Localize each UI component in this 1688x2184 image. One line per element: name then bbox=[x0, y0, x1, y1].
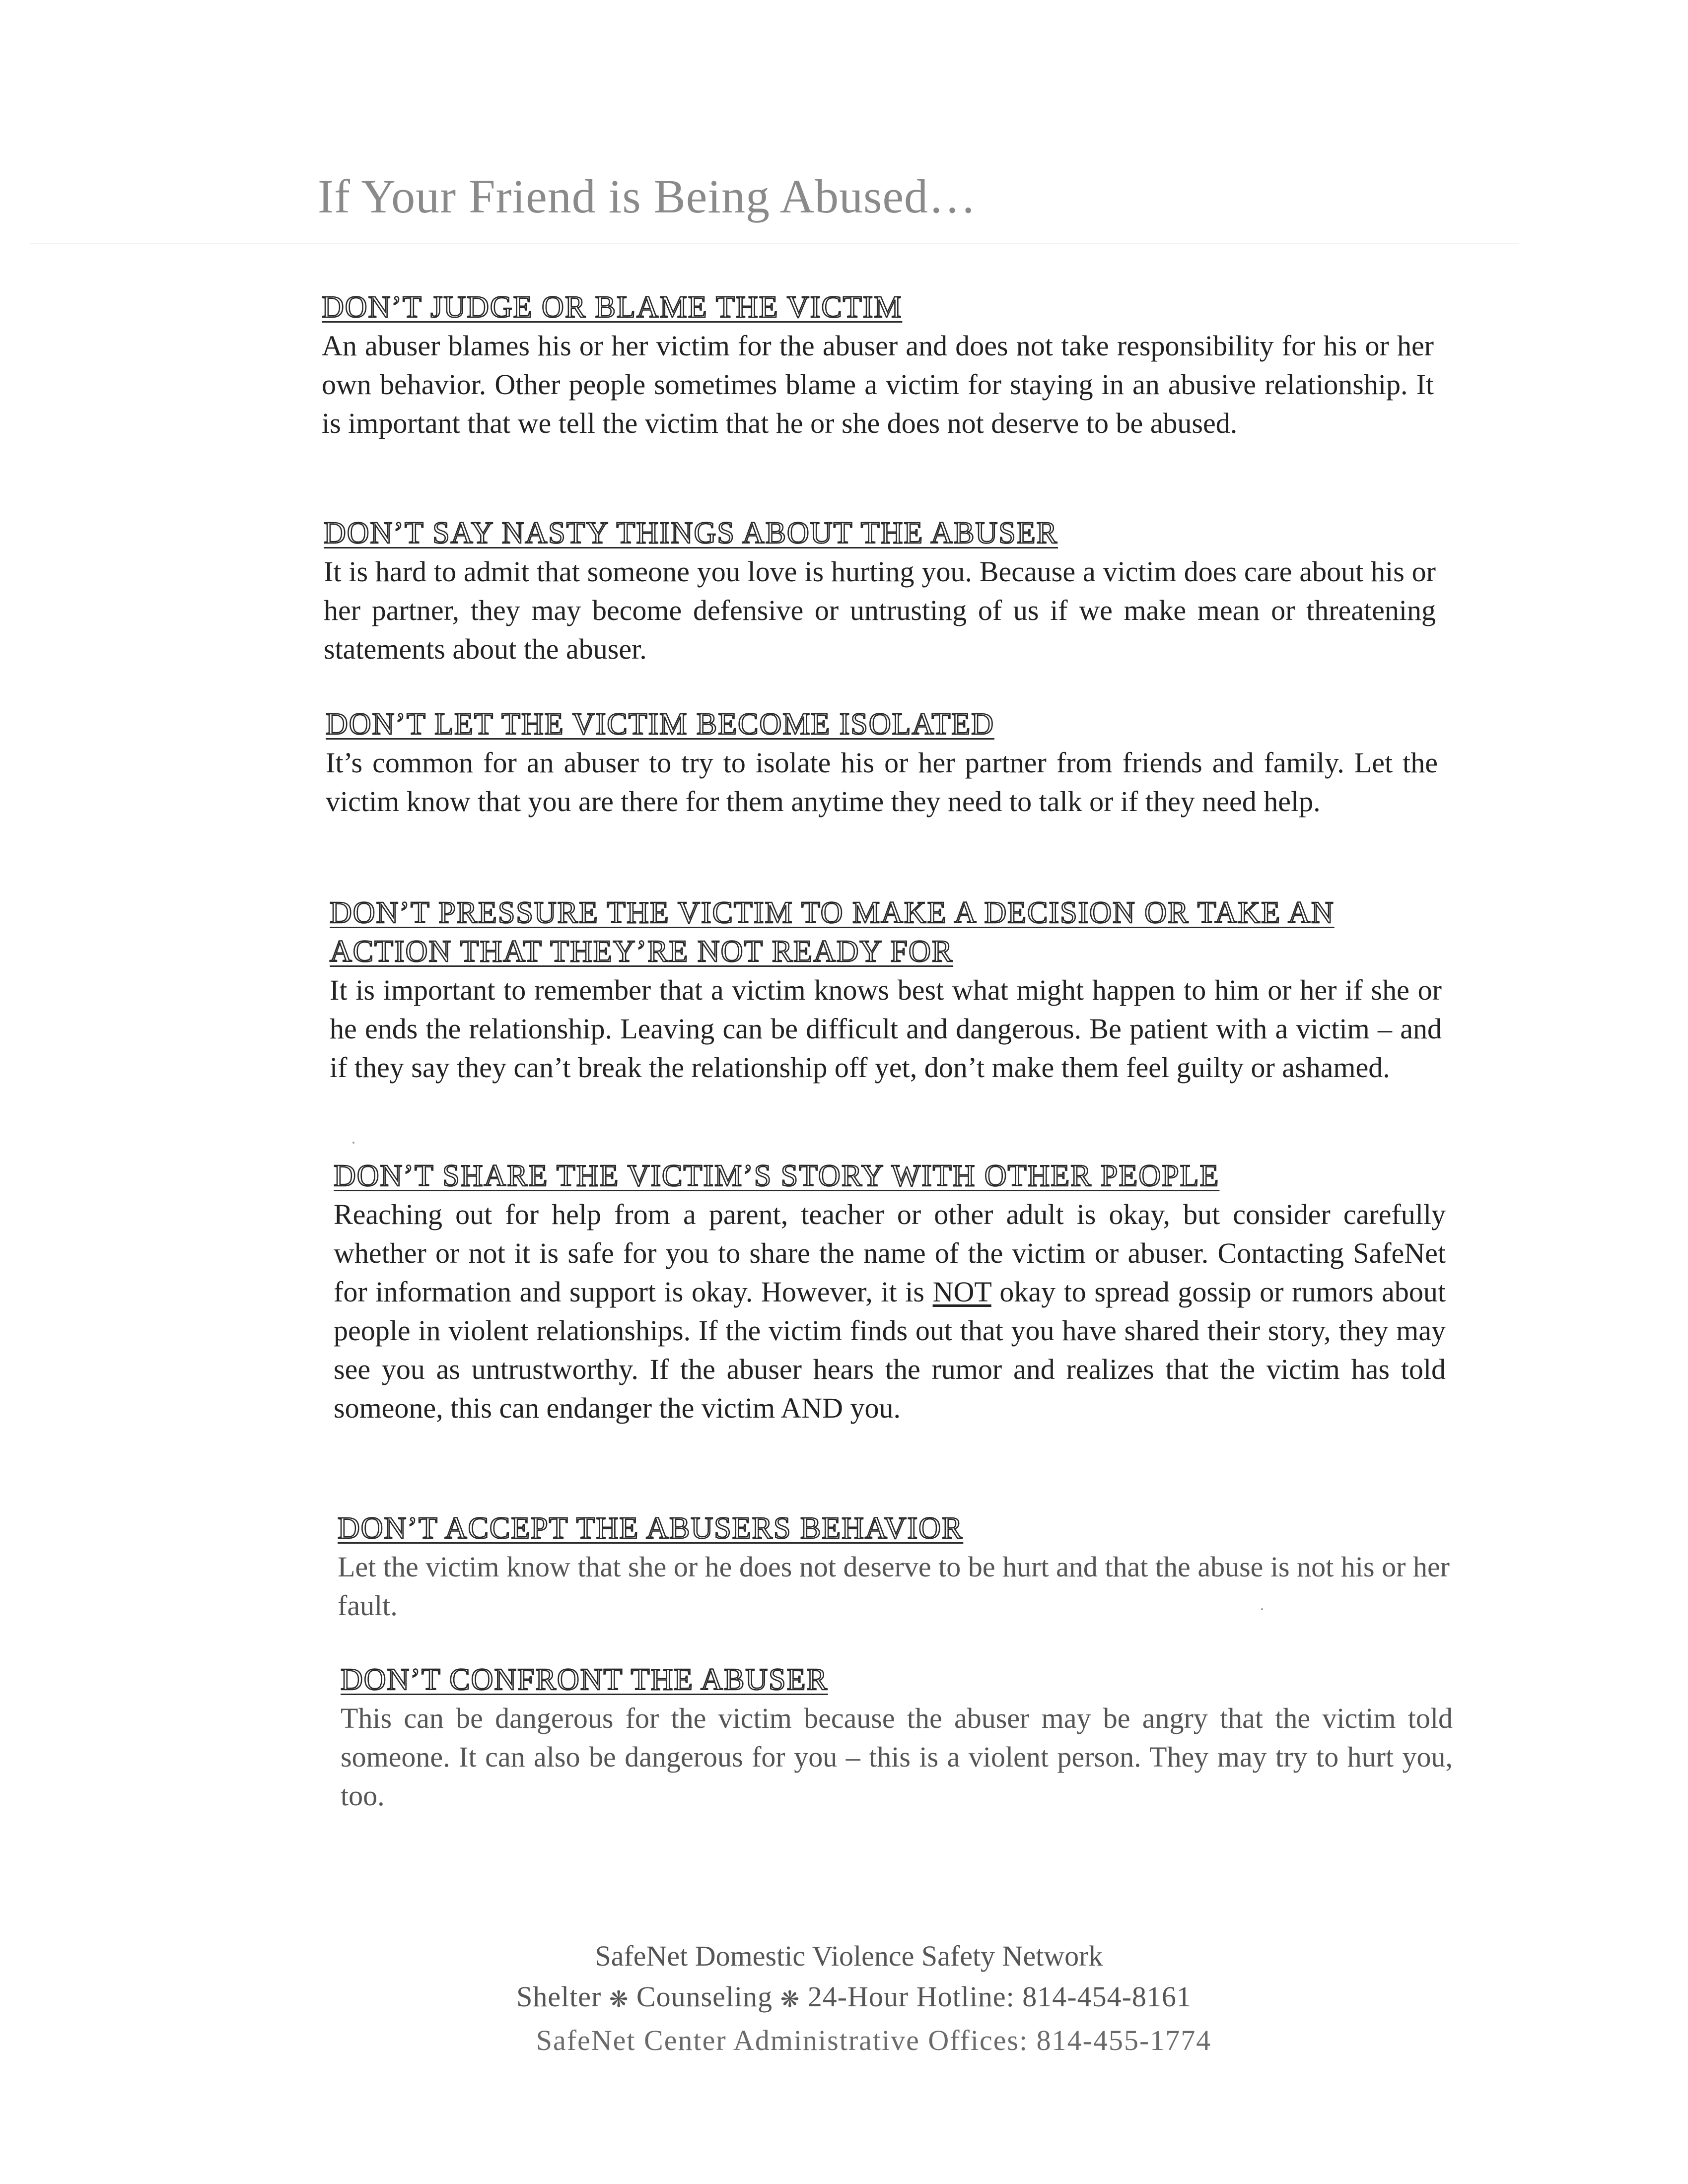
footer-hotline: 24-Hour Hotline: 814-454-8161 bbox=[807, 1980, 1192, 2013]
scan-speck bbox=[352, 1142, 354, 1144]
footer-services bbox=[20, 1977, 1688, 2020]
section-body: An abuser blames his or her victim for the abuser and does not take responsibility for his or her own behavior. Other people sometimes blame a victim for staying in an abusive relationship. It is important that we tell the victim that he or she does not deserve to be abused. bbox=[322, 330, 1434, 439]
section-heading: DON’T SHARE THE VICTIM’S STORY WITH OTHER PEOPLE bbox=[334, 1159, 1220, 1193]
section-dont-pressure bbox=[330, 893, 1442, 1087]
footer-admin-offices: SafeNet Center Administrative Offices: 814-455-1774 bbox=[536, 2024, 1212, 2056]
flower-bullet-icon: ❋ bbox=[609, 1986, 629, 2012]
section-dont-isolate bbox=[326, 705, 1438, 821]
footer-service-counseling: Counseling bbox=[636, 1980, 773, 2013]
section-body: It is important to remember that a victim knows best what might happen to him or her if she or he ends the relationship. Leaving can be difficult and dangerous. Be patient with a victim – and if they say they can’t break the relationship off yet, don’t make them feel guilty or ashamed. bbox=[330, 974, 1442, 1084]
section-body: It is hard to admit that someone you love is hurting you. Because a victim does care about his or her partner, they may become defensive or untrusting of us if we make mean or threatening statements about the abuser. bbox=[324, 555, 1436, 665]
section-dont-judge bbox=[322, 288, 1434, 443]
section-body-part-1: Reaching out for help from a parent, teacher or other adult is okay, but consider carefully whether or not it is safe for you to share the name of the victim or abuser. Contacting SafeNet for information and support is okay. However, it is bbox=[334, 1198, 1446, 1308]
footer-service-shelter: Shelter bbox=[516, 1980, 602, 2013]
section-body bbox=[334, 1195, 1446, 1428]
section-body: Let the victim know that she or he does not deserve to be hurt and that the abuse is not his or her fault. bbox=[338, 1551, 1450, 1622]
flower-bullet-icon: ❋ bbox=[780, 1986, 800, 2012]
section-body-part-2: okay to spread gossip or rumors about people in violent relationships. If the victim finds out that you have shared their story, they may see you as untrustworthy. If the abuser hears the rumor and realizes that the victim has told someone, this can endanger the victim AND you. bbox=[334, 1276, 1446, 1424]
title-divider bbox=[30, 243, 1519, 244]
section-body: This can be dangerous for the victim because the abuser may be angry that the victim told someone. It can also be dangerous for you – this is a violent person. They may try to hurt you, too. bbox=[341, 1702, 1453, 1812]
section-dont-accept-behavior bbox=[338, 1509, 1450, 1625]
section-heading: DON’T ACCEPT THE ABUSERS BEHAVIOR bbox=[338, 1511, 964, 1545]
section-heading: DON’T JUDGE OR BLAME THE VICTIM bbox=[322, 290, 903, 324]
emphasis-not: NOT bbox=[932, 1276, 991, 1308]
section-heading: DON’T LET THE VICTIM BECOME ISOLATED bbox=[326, 707, 994, 741]
section-heading: DON’T CONFRONT THE ABUSER bbox=[341, 1663, 828, 1697]
section-dont-confront bbox=[341, 1660, 1453, 1815]
section-heading: DON’T PRESSURE THE VICTIM TO MAKE A DECISION OR TAKE AN ACTION THAT THEY’RE NOT READY FOR bbox=[330, 896, 1335, 968]
footer-contact-info bbox=[0, 1936, 1688, 2061]
page-title: If Your Friend is Being Abused… bbox=[318, 170, 977, 223]
section-dont-share-story bbox=[334, 1157, 1446, 1428]
footer-org-name: SafeNet Domestic Violence Safety Network bbox=[595, 1940, 1103, 1972]
section-body: It’s common for an abuser to try to isolate his or her partner from friends and family. Let the victim know that you are there for them anytime they need to talk or if they need help. bbox=[326, 747, 1438, 818]
scan-speck bbox=[1261, 1608, 1263, 1610]
section-dont-say-nasty-things bbox=[324, 514, 1436, 669]
section-heading: DON’T SAY NASTY THINGS ABOUT THE ABUSER bbox=[324, 516, 1058, 550]
